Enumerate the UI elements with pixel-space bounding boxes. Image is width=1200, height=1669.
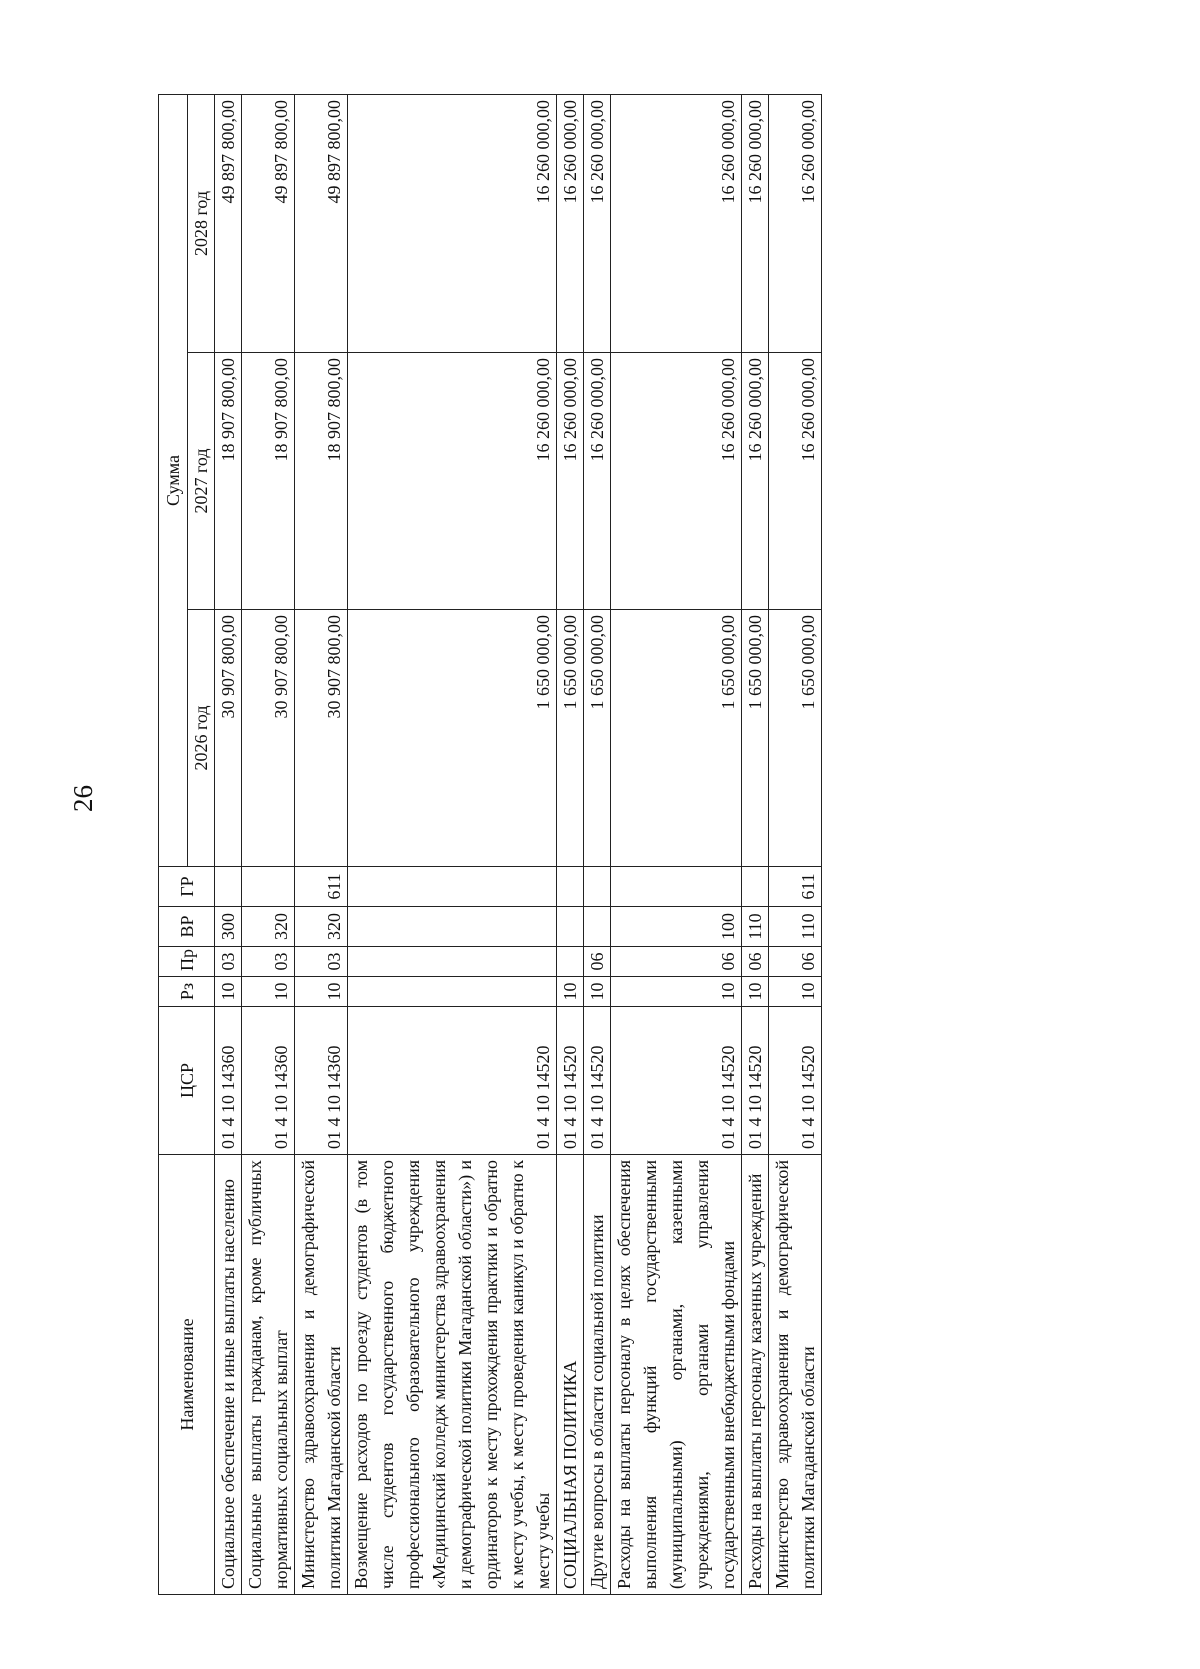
cell-name: Министерство здравоохранения и демографической политики Магаданской области [769, 1155, 822, 1595]
cell-name: Другие вопросы в области социальной политики [584, 1155, 611, 1595]
cell-sum-2027: 16 260 000,00 [584, 353, 611, 610]
table-row [242, 95, 295, 1595]
col-header-2026: 2026 год [188, 610, 215, 867]
cell-gr [215, 867, 242, 907]
cell-sum-2027: 18 907 800,00 [242, 353, 295, 610]
cell-vr: 110 [769, 907, 822, 947]
cell-name: Социальное обеспечение и иные выплаты населению [215, 1155, 242, 1595]
col-header-gr: ГР [159, 867, 215, 907]
cell-sum-2028: 49 897 800,00 [242, 95, 295, 353]
table-row [295, 95, 348, 1595]
cell-vr [584, 907, 611, 947]
cell-name: Расходы на выплаты персоналу в целях обеспечения выполнения функций государственными (муниципальными) органами, казенными учреждениями, органами управления государственными внебюджетными фондами [611, 1155, 742, 1595]
table-body [215, 95, 822, 1595]
cell-sum-2026: 1 650 000,00 [611, 610, 742, 867]
cell-sum-2028: 16 260 000,00 [611, 95, 742, 353]
cell-sum-2026: 30 907 800,00 [242, 610, 295, 867]
col-header-2028: 2028 год [188, 95, 215, 353]
table-row [769, 95, 822, 1595]
cell-vr: 300 [215, 907, 242, 947]
cell-vr [557, 907, 584, 947]
cell-sum-2026: 30 907 800,00 [215, 610, 242, 867]
cell-vr: 100 [611, 907, 742, 947]
cell-vr: 320 [295, 907, 348, 947]
cell-sum-2027: 16 260 000,00 [348, 353, 557, 610]
cell-name: СОЦИАЛЬНАЯ ПОЛИТИКА [557, 1155, 584, 1595]
cell-sum-2026: 1 650 000,00 [742, 610, 769, 867]
cell-gr [584, 867, 611, 907]
cell-sum-2027: 16 260 000,00 [611, 353, 742, 610]
table-row [584, 95, 611, 1595]
cell-name: Расходы на выплаты персоналу казенных учреждений [742, 1155, 769, 1595]
cell-sum-2028: 16 260 000,00 [348, 95, 557, 353]
col-header-sum: Сумма [159, 95, 188, 867]
cell-csr: 01 4 10 14520 [557, 1007, 584, 1155]
col-header-name: Наименование [159, 1155, 215, 1595]
col-header-csr: ЦСР [159, 1007, 215, 1155]
cell-pr [557, 947, 584, 977]
cell-gr [742, 867, 769, 907]
cell-pr: 06 [584, 947, 611, 977]
cell-gr [242, 867, 295, 907]
cell-csr: 01 4 10 14360 [242, 1007, 295, 1155]
cell-pr: 03 [295, 947, 348, 977]
cell-rz: 10 [295, 977, 348, 1007]
cell-rz [348, 977, 557, 1007]
budget-table [158, 94, 822, 1595]
cell-rz: 10 [557, 977, 584, 1007]
col-header-rz: Рз [159, 977, 215, 1007]
cell-vr [348, 907, 557, 947]
table-row [348, 95, 557, 1595]
cell-rz: 10 [215, 977, 242, 1007]
cell-csr: 01 4 10 14520 [611, 1007, 742, 1155]
cell-sum-2027: 18 907 800,00 [215, 353, 242, 610]
table-row [611, 95, 742, 1595]
cell-gr [348, 867, 557, 907]
cell-vr: 110 [742, 907, 769, 947]
cell-csr: 01 4 10 14520 [742, 1007, 769, 1155]
cell-vr: 320 [242, 907, 295, 947]
cell-csr: 01 4 10 14520 [584, 1007, 611, 1155]
cell-name: Министерство здравоохранения и демографической политики Магаданской области [295, 1155, 348, 1595]
cell-sum-2027: 16 260 000,00 [557, 353, 584, 610]
cell-sum-2026: 1 650 000,00 [557, 610, 584, 867]
table-row [215, 95, 242, 1595]
cell-pr: 03 [215, 947, 242, 977]
cell-pr: 03 [242, 947, 295, 977]
cell-gr [611, 867, 742, 907]
table-header-row [159, 95, 188, 1595]
cell-rz: 10 [611, 977, 742, 1007]
cell-sum-2027: 16 260 000,00 [769, 353, 822, 610]
cell-sum-2026: 1 650 000,00 [769, 610, 822, 867]
cell-pr [348, 947, 557, 977]
cell-sum-2028: 16 260 000,00 [584, 95, 611, 353]
cell-gr [557, 867, 584, 907]
cell-sum-2027: 18 907 800,00 [295, 353, 348, 610]
cell-rz: 10 [584, 977, 611, 1007]
cell-pr: 06 [611, 947, 742, 977]
cell-csr: 01 4 10 14360 [295, 1007, 348, 1155]
cell-sum-2026: 1 650 000,00 [584, 610, 611, 867]
rotated-table-wrapper [158, 95, 858, 1595]
cell-sum-2026: 30 907 800,00 [295, 610, 348, 867]
cell-sum-2028: 49 897 800,00 [215, 95, 242, 353]
cell-name: Социальные выплаты гражданам, кроме публичных нормативных социальных выплат [242, 1155, 295, 1595]
col-header-vr: ВР [159, 907, 215, 947]
cell-name: Возмещение расходов по проезду студентов (в том числе студентов государственного бюджетного профессионального образовательного учреждения «Медицинский колледж министерства здравоохранения и демографической политики Магаданской области») и ординаторов к месту прохождения практики и обратно к месту учебы, к месту проведения каникул и обратно к месту учебы [348, 1155, 557, 1595]
cell-sum-2027: 16 260 000,00 [742, 353, 769, 610]
cell-sum-2028: 16 260 000,00 [769, 95, 822, 353]
cell-csr: 01 4 10 14520 [348, 1007, 557, 1155]
cell-sum-2028: 49 897 800,00 [295, 95, 348, 353]
cell-pr: 06 [742, 947, 769, 977]
cell-rz: 10 [742, 977, 769, 1007]
cell-sum-2028: 16 260 000,00 [742, 95, 769, 353]
cell-csr: 01 4 10 14360 [215, 1007, 242, 1155]
cell-gr: 611 [295, 867, 348, 907]
table-row [557, 95, 584, 1595]
cell-pr: 06 [769, 947, 822, 977]
cell-sum-2028: 16 260 000,00 [557, 95, 584, 353]
col-header-2027: 2027 год [188, 353, 215, 610]
cell-csr: 01 4 10 14520 [769, 1007, 822, 1155]
cell-rz: 10 [242, 977, 295, 1007]
page-number: 26 [68, 785, 98, 812]
cell-gr: 611 [769, 867, 822, 907]
cell-rz: 10 [769, 977, 822, 1007]
col-header-pr: Пр [159, 947, 215, 977]
table-row [742, 95, 769, 1595]
cell-sum-2026: 1 650 000,00 [348, 610, 557, 867]
